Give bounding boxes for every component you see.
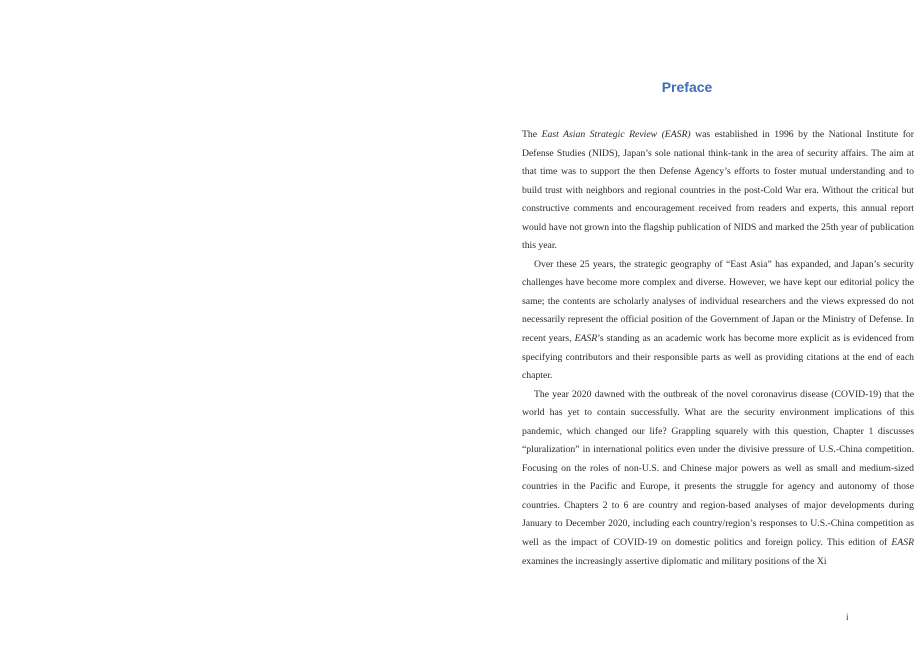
page-number: i	[846, 612, 849, 622]
easr-italic: EASR	[891, 537, 914, 549]
paragraph-3: The year 2020 dawned with the outbreak of the novel coronavirus disease (COVID-19) that the world has yet to contain successfully. What are the security environment implications of this pandemic, which changed our life? Grappling squarely with this question, Chapter 1 discusses “pluralization” in international politics even under the divisive pressure of U.S.-China competition. Focusing on the roles of non-U.S. and Chinese major powers as well as small and medium-sized countries in the Pacific and Europe, it presents the struggle for agency and autonomy of those countries. Chapters 2 to 6 are country and region-based analyses of major developments during January to December 2020, including each country/region’s responses to U.S.-China competition as well as the impact of COVID-19 on domestic politics and foreign policy. This edition of EASR examines the increasingly assertive diplomatic and military positions of the Xi	[522, 388, 914, 567]
right-page	[460, 0, 920, 653]
paragraph-1: The East Asian Strategic Review (EASR) was established in 1996 by the National Institute for Defense Studies (NIDS), Japan’s sole national think-tank in the area of security affairs. The aim at that time was to support the then Defense Agency’s efforts to foster mutual understanding and to build trust with neighbors and regional countries in the post-Cold War era. Without the critical but constructive comments and encouragement received from readers and experts, this annual report would have not grown into the flagship publication of NIDS and marked the 25th year of publication this year.	[522, 129, 915, 252]
easr-italic: EASR	[574, 333, 598, 345]
paragraph-2: Over these 25 years, the strategic geography of “East Asia” has expanded, and Japan’s security challenges have become more complex and diverse. However, we have kept our editorial policy the same; the contents are scholarly analyses of individual researchers and the views expressed do not necessarily represent the official position of the Government of Japan or the Ministry of Defense. In recent years, EASR’s standing as an academic work has become more explicit as is evidenced from specifying contributors and their responsible parts as well as providing citations at the end of each chapter.	[522, 258, 914, 382]
page-title: Preface	[661, 79, 713, 95]
preface-body	[522, 126, 914, 571]
book-title-italic: East Asian Strategic Review (EASR)	[541, 129, 691, 140]
